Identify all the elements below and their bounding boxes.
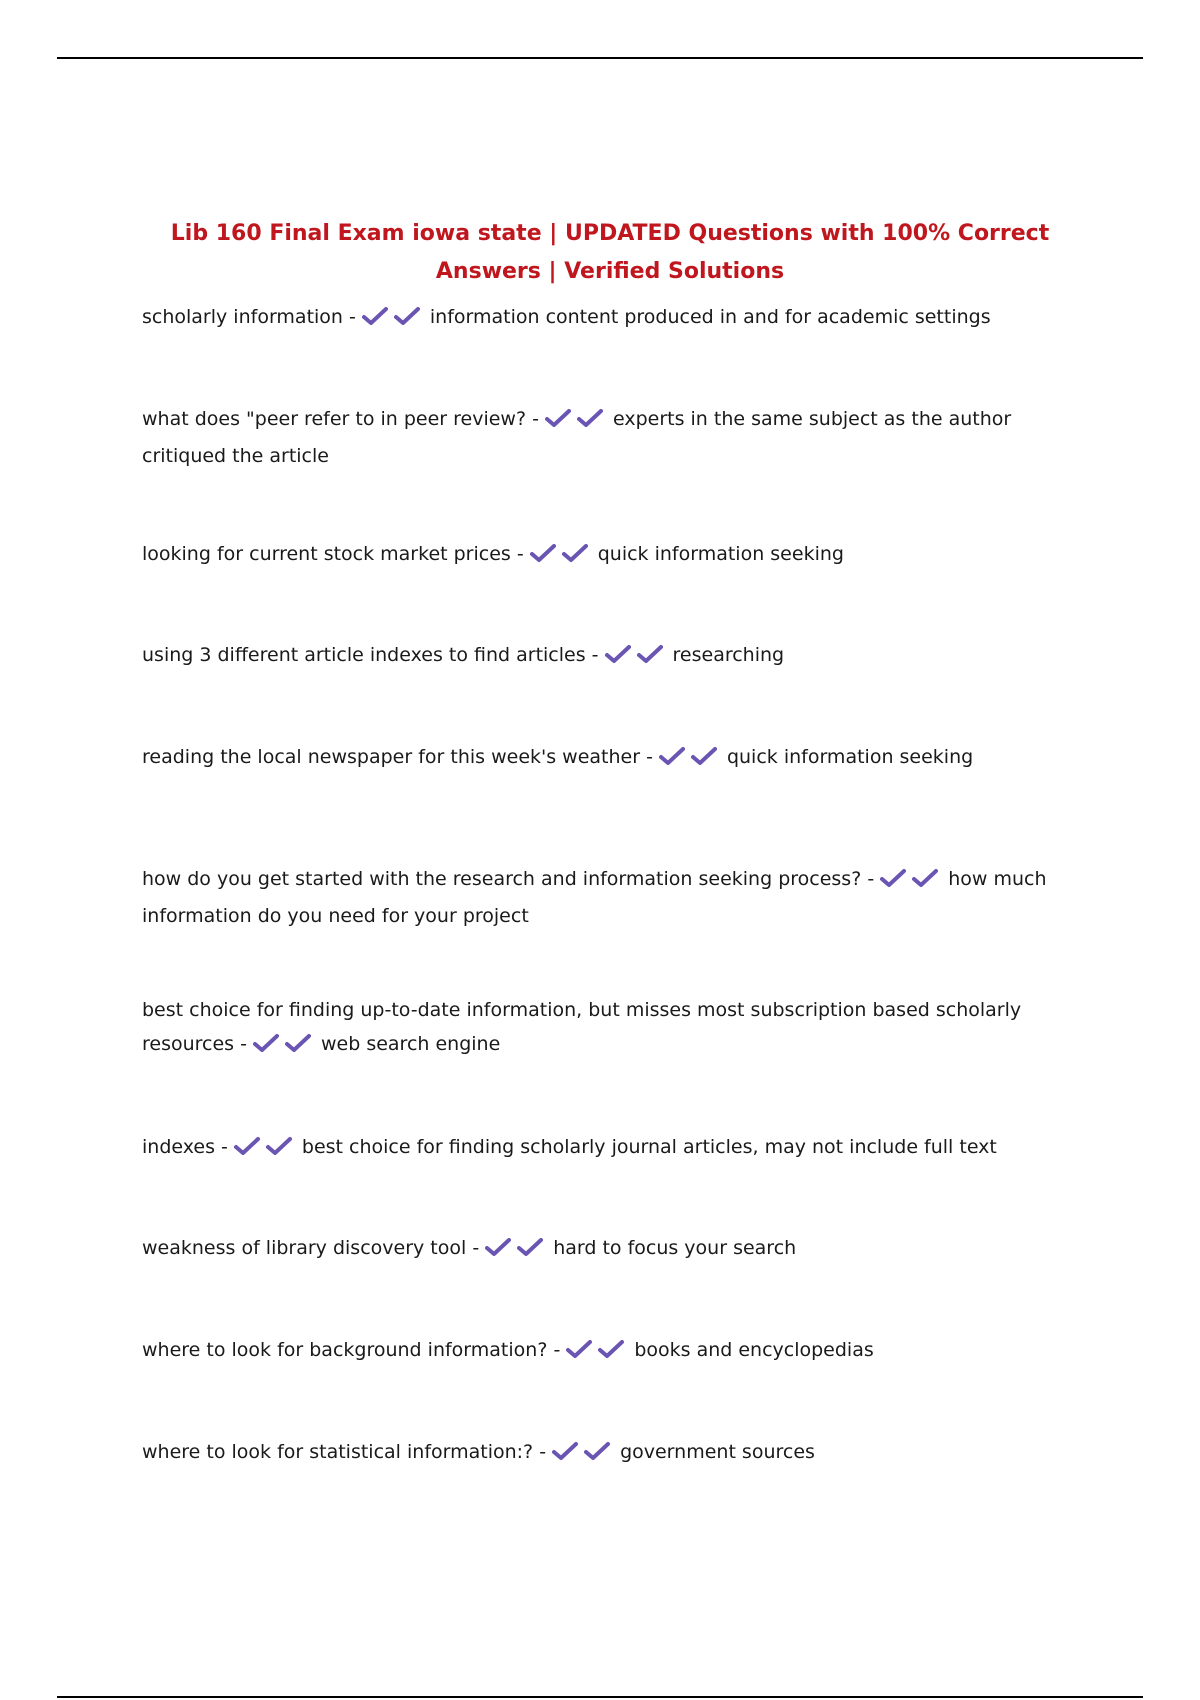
separator: - [516, 543, 524, 565]
question-text: what does "peer refer to in peer review? [142, 408, 527, 430]
checkmarks [253, 1030, 317, 1064]
checkmarks [659, 743, 723, 777]
checkmarks [605, 641, 669, 675]
check-icon [598, 1339, 624, 1359]
checkmarks [545, 405, 609, 439]
document-title: Lib 160 Final Exam iowa state | UPDATED Questions with 100% Correct Answers | Verified Solutions [170, 221, 1050, 284]
answer-text: hard to focus your search [553, 1237, 797, 1259]
answer-text: government sources [620, 1441, 815, 1463]
check-icon [562, 543, 588, 563]
check-icon [266, 1136, 292, 1156]
qa-item [142, 1333, 1062, 1370]
question-text: where to look for background information? [142, 1339, 548, 1361]
check-icon [659, 746, 685, 766]
separator: - [472, 1237, 480, 1259]
checkmarks [530, 540, 594, 574]
check-icon [253, 1033, 279, 1053]
checkmarks [485, 1234, 549, 1268]
separator: - [349, 306, 356, 328]
check-icon [912, 868, 938, 888]
answer-text: web search engine [320, 1033, 501, 1055]
footer-rule [57, 1696, 1143, 1698]
check-icon [584, 1441, 610, 1461]
separator: - [240, 1033, 247, 1055]
separator: - [539, 1441, 547, 1463]
separator: - [553, 1339, 561, 1361]
check-icon [285, 1033, 311, 1053]
separator: - [867, 868, 875, 890]
qa-item [142, 1130, 1062, 1167]
check-icon [637, 644, 663, 664]
check-icon [530, 543, 556, 563]
question-text: where to look for statistical information:? [142, 1441, 534, 1463]
checkmarks [566, 1336, 630, 1370]
question-text: looking for current stock market prices [142, 543, 511, 565]
check-icon [485, 1237, 511, 1257]
question-text: reading the local newspaper for this week's weather [142, 746, 641, 768]
check-icon [691, 746, 717, 766]
check-icon [545, 408, 571, 428]
check-icon [605, 644, 631, 664]
check-icon [577, 408, 603, 428]
question-text: weakness of library discovery tool [142, 1237, 467, 1259]
qa-item [142, 402, 1062, 473]
answer-text: quick information seeking [597, 543, 844, 565]
question-text: best choice for finding up-to-date information, but misses most subscription based scholarly resources [142, 999, 1022, 1055]
qa-item [142, 993, 1062, 1064]
answer-text: how much information do you need for your project [142, 868, 1047, 927]
qa-item [142, 1435, 1062, 1472]
answer-text: books and encyclopedias [634, 1339, 874, 1361]
question-text: using 3 different article indexes to find articles [142, 644, 586, 666]
separator: - [646, 746, 653, 768]
answer-text: experts in the same subject as the author critiqued the article [142, 408, 1012, 467]
check-icon [517, 1237, 543, 1257]
checkmarks [880, 865, 944, 899]
qa-item [142, 1231, 1062, 1268]
question-text: scholarly information [142, 306, 343, 328]
qa-item [142, 638, 1062, 675]
check-icon [234, 1136, 260, 1156]
separator: - [532, 408, 539, 430]
qa-item [142, 740, 1062, 777]
check-icon [880, 868, 906, 888]
check-icon [362, 306, 388, 326]
question-text: how do you get started with the research and information seeking process? [142, 868, 862, 890]
checkmarks [234, 1133, 298, 1167]
separator: - [591, 644, 599, 666]
header-rule [57, 57, 1143, 59]
answer-text: researching [672, 644, 785, 666]
answer-text: information content produced in and for academic settings [429, 306, 991, 328]
check-icon [394, 306, 420, 326]
check-icon [552, 1441, 578, 1461]
check-icon [566, 1339, 592, 1359]
separator: - [221, 1136, 228, 1158]
qa-item [142, 537, 1062, 574]
checkmarks [362, 303, 426, 337]
checkmarks [552, 1438, 616, 1472]
question-text: indexes [142, 1136, 215, 1158]
qa-item [142, 862, 1062, 933]
answer-text: best choice for finding scholarly journal articles, may not include full text [301, 1136, 997, 1158]
qa-item [142, 300, 1062, 337]
answer-text: quick information seeking [726, 746, 974, 768]
